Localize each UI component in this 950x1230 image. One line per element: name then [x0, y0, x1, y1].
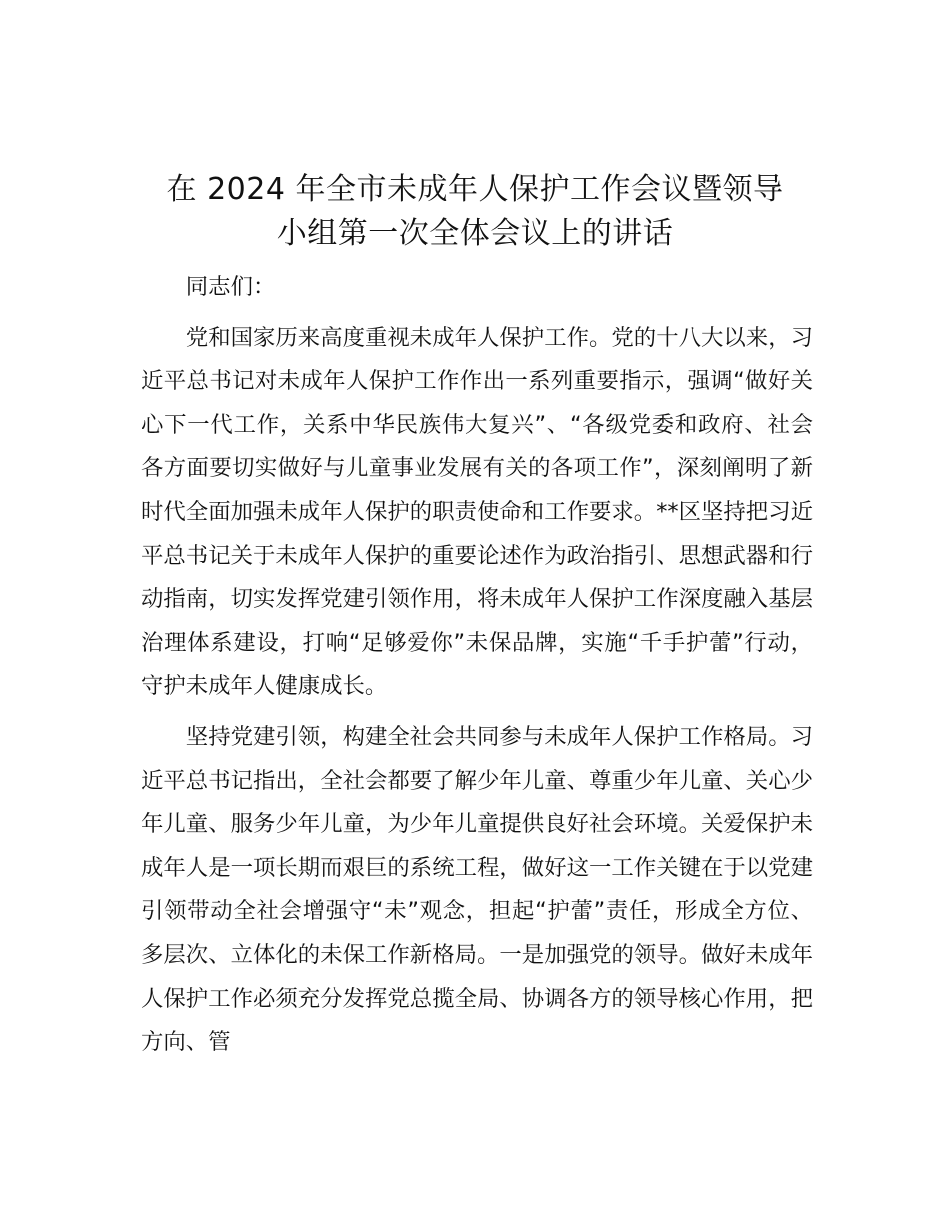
title-line-2: 小组第一次全体会议上的讲话 [276, 216, 674, 251]
document-body [141, 266, 813, 1065]
paragraph-2: 坚持党建引领，构建全社会共同参与未成年人保护工作格局。习近平总书记指出，全社会都要了解少年儿童、尊重少年儿童、关心少年儿童、服务少年儿童，为少年儿童提供良好社会环境。关爱保护未成年人是一项长期而艰巨的系统工程，做好这一工作关键在于以党建引领带动全社会增强守“未”观念，担起“护蕾”责任，形成全方位、多层次、立体化的未保工作新格局。一是加强党的领导。做好未成年人保护工作必须充分发挥党总揽全局、协调各方的领导核心作用，把方向、管 [141, 723, 813, 1056]
paragraph-1: 党和国家历来高度重视未成年人保护工作。党的十八大以来，习近平总书记对未成年人保护工作作出一系列重要指示，强调“做好关心下一代工作，关系中华民族伟大复兴”、“各级党委和政府、社会各方面要切实做好与儿童事业发展有关的各项工作”，深刻阐明了新时代全面加强未成年人保护的职责使命和工作要求。**区坚持把习近平总书记关于未成年人保护的重要论述作为政治指引、思想武器和行动指南，切实发挥党建引领作用，将未成年人保护工作深度融入基层治理体系建设，打响“足够爱你”未保品牌，实施“千手护蕾”行动，守护未成年人健康成长。 [141, 324, 813, 700]
salutation: 同志们： [185, 274, 276, 300]
document-title [140, 168, 810, 256]
title-line-1: 在 2024 年全市未成年人保护工作会议暨领导 [166, 172, 784, 207]
